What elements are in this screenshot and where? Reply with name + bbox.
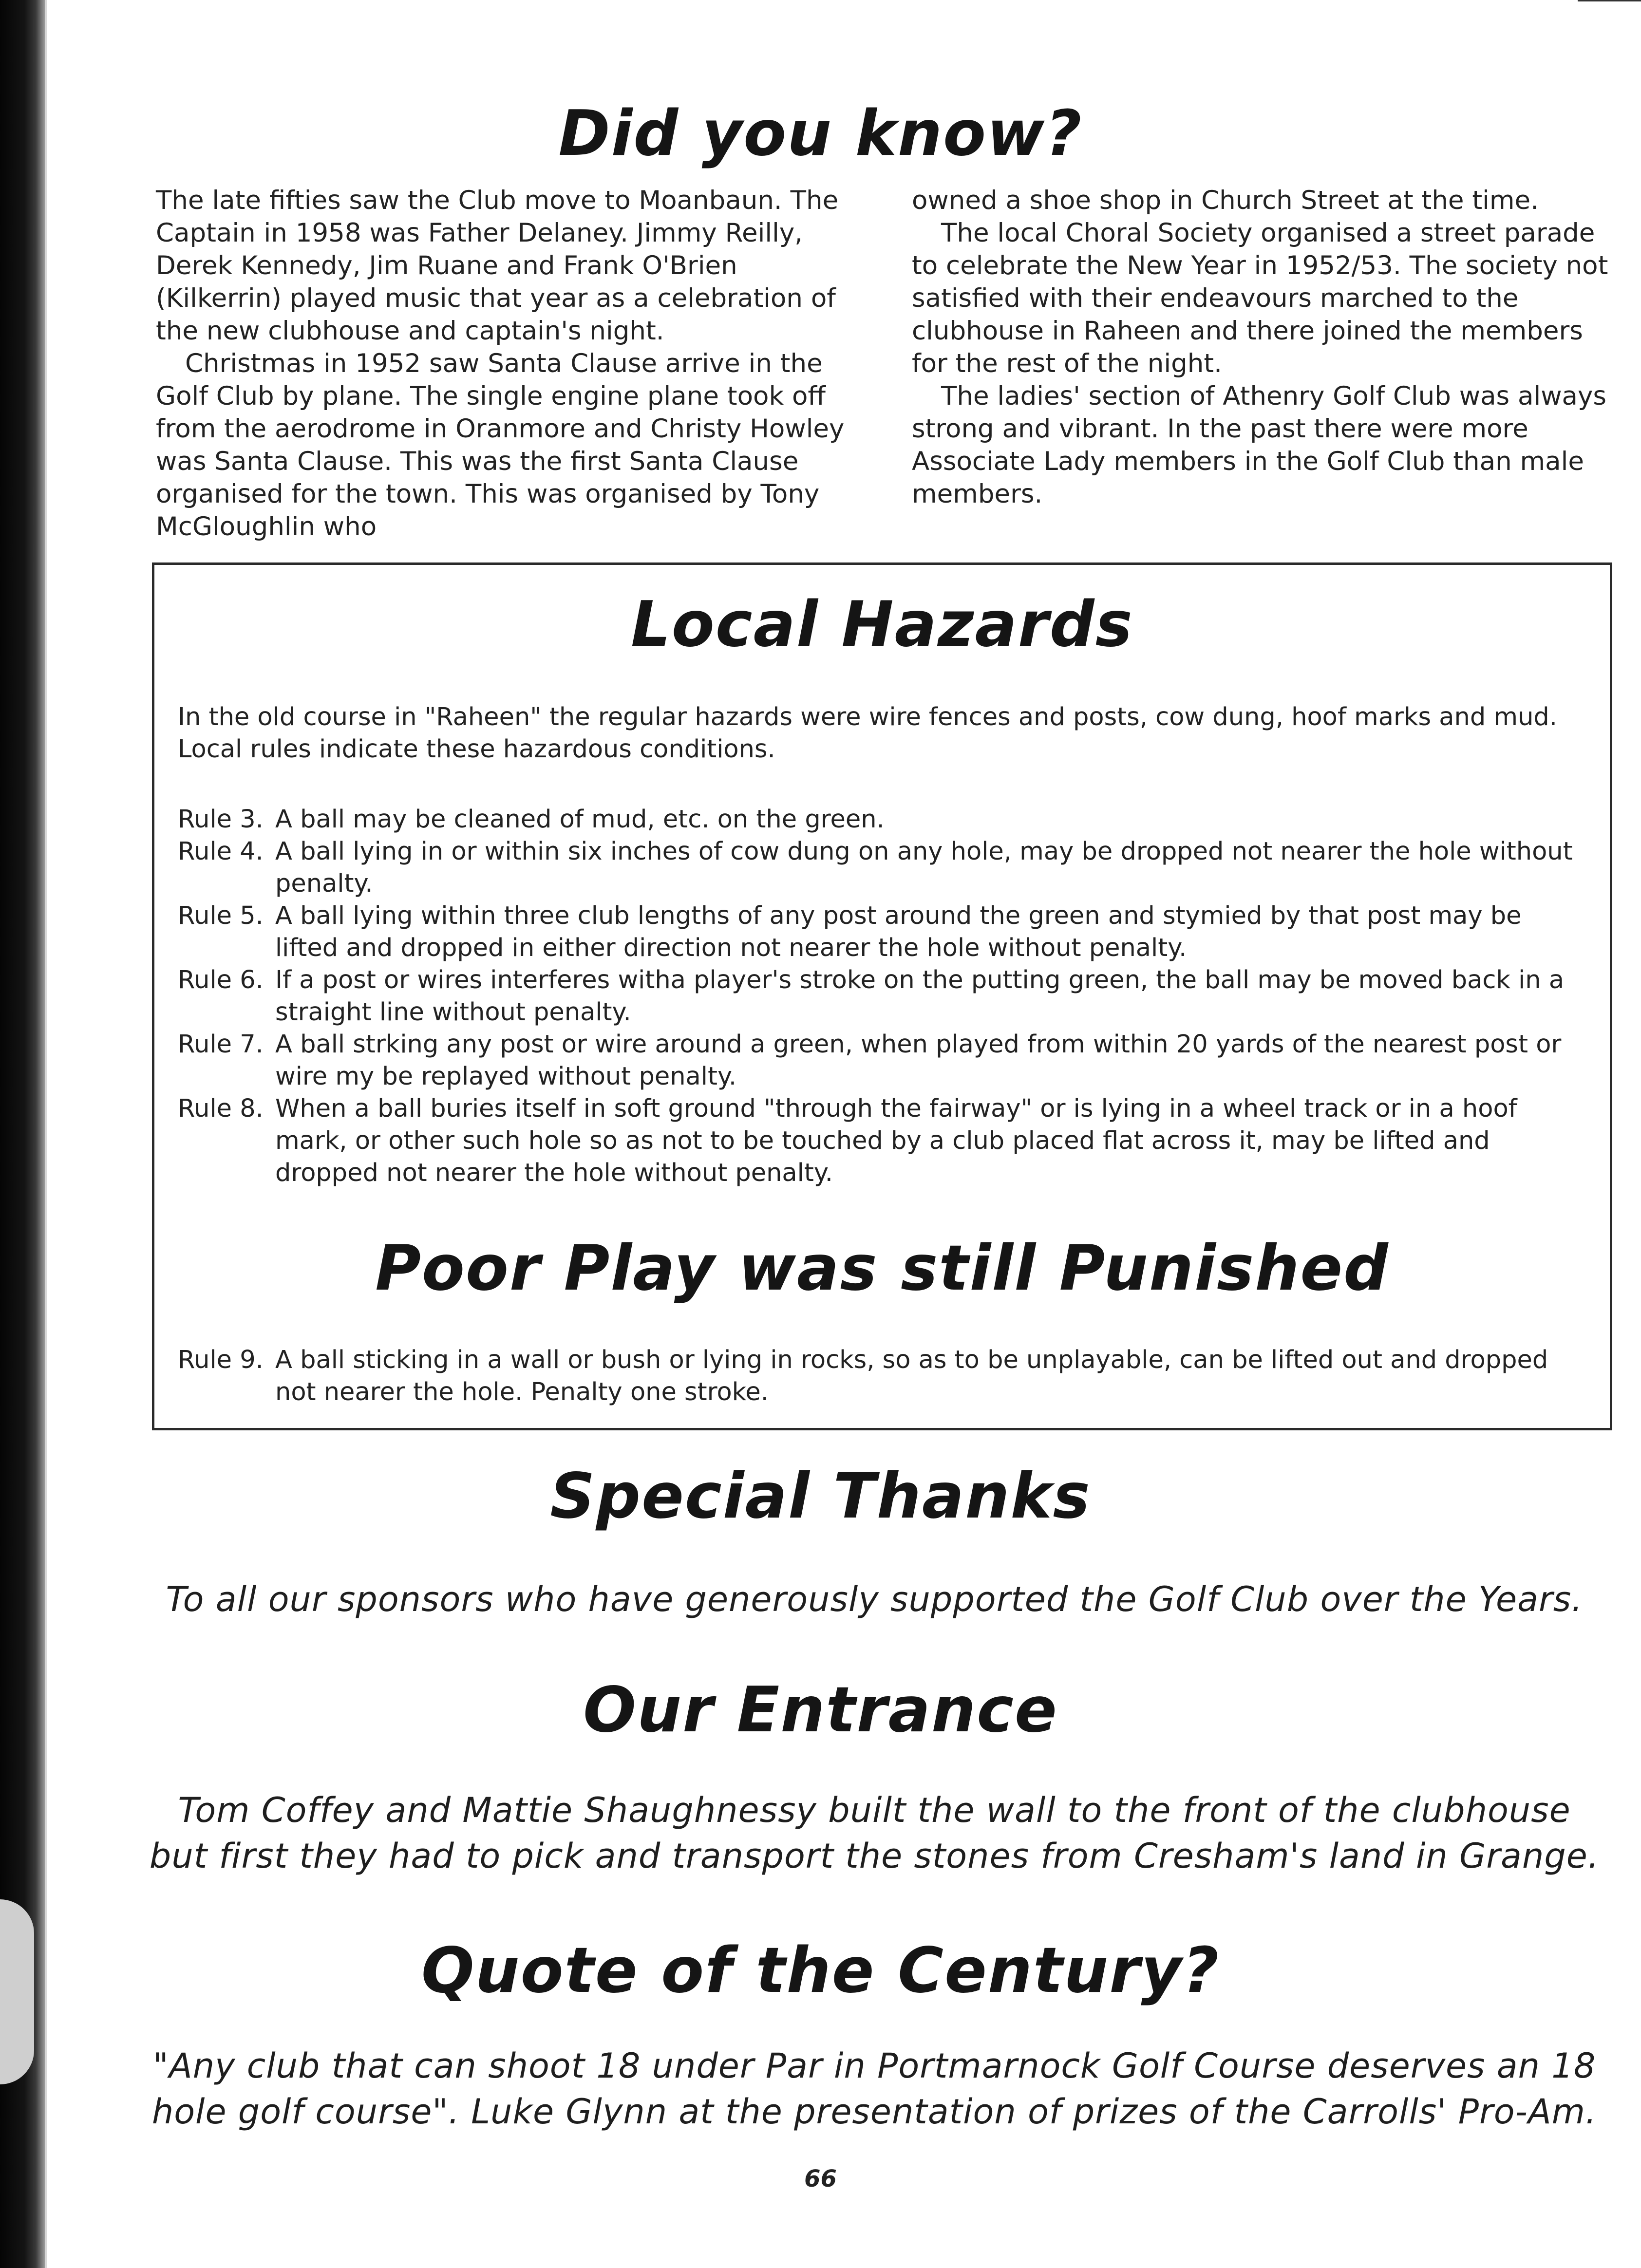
top-rule: [1578, 0, 1641, 1]
poor-play-heading: Poor Play was still Punished: [375, 1232, 1389, 1305]
rule-text: A ball may be cleaned of mud, etc. on the green.: [275, 805, 885, 834]
special-thanks-text: To all our sponsors who have generously supported the Golf Club over the Years.: [166, 1579, 1583, 1619]
local-hazards-intro: In the old course in "Raheen" the regular hazards were wire fences and posts, cow dung, hoof marks and mud. Local rules indicate these hazardous conditions.: [178, 703, 1558, 764]
local-hazards-heading: Local Hazards: [631, 588, 1133, 661]
special-thanks-heading: Special Thanks: [550, 1460, 1091, 1533]
our-entrance-text: Tom Coffey and Mattie Shaughnessy built the wall to the front of the clubhouse but first they had to pick and transport the stones from Cresham's land in Grange.: [149, 1790, 1600, 1876]
rule-label: Rule 8.: [178, 1094, 264, 1123]
rule-text: If a post or wires interferes witha player's stroke on the putting green, the ball may be moved back in a straight line without penalty.: [275, 966, 1565, 1027]
rule-item: [178, 804, 1581, 836]
rule-text: A ball lying within three club lengths of any post around the green and stymied by that post may be lifted and dropped in either direction not nearer the hole without penalty.: [275, 901, 1522, 962]
paragraph: Christmas in 1952 saw Santa Clause arrive in the Golf Club by plane. The single engine plane took off from the aerodrome in Oranmore and Christy Howley was Santa Clause. This was the first Santa Clause organised for the town. This was organised by Tony McGloughlin who: [156, 349, 845, 542]
local-rules-list: [178, 804, 1581, 1189]
paragraph: The late fifties saw the Club move to Moanbaun. The Captain in 1958 was Father Delaney. Jimmy Reilly, Derek Kennedy, Jim Ruane and Frank O'Brien (Kilkerrin) played music that year as a celebration of the new clubhouse and captain's night.: [156, 186, 839, 346]
rule-label: Rule 4.: [178, 837, 264, 866]
did-you-know-right-column: [912, 184, 1608, 510]
rule-text: When a ball buries itself in soft ground "through the fairway" or is lying in a wheel track or in a hoof mark, or other such hole so as not to be touched by a club placed flat across it, may be lifted and dropped not nearer the hole without penalty.: [275, 1094, 1517, 1187]
did-you-know-heading: Did you know?: [558, 97, 1083, 170]
paragraph: The ladies' section of Athenry Golf Club was always strong and vibrant. In the past there were more Associate Lady members in the Golf Club than male members.: [912, 381, 1607, 509]
paragraph: owned a shoe shop in Church Street at the time.: [912, 186, 1539, 215]
our-entrance-heading: Our Entrance: [583, 1674, 1058, 1746]
rule-item: [178, 1029, 1581, 1093]
poor-play-rules: [178, 1344, 1581, 1408]
rule-text: A ball lying in or within six inches of cow dung on any hole, may be dropped not nearer the hole without penalty.: [275, 837, 1573, 898]
rule-item: [178, 900, 1581, 964]
rule-item: [178, 1344, 1581, 1408]
paragraph: The local Choral Society organised a street parade to celebrate the New Year in 1952/53. The society not satisfied with their endeavours marched to the clubhouse in Raheen and there joined the members for the rest of the night.: [912, 218, 1608, 378]
rule-item: [178, 1093, 1581, 1189]
did-you-know-left-column: [156, 184, 862, 543]
rule-label: Rule 7.: [178, 1030, 264, 1059]
rule-text: A ball strking any post or wire around a green, when played from within 20 yards of the nearest post or wire my be replayed without penalty.: [275, 1030, 1562, 1091]
quote-text: "Any club that can shoot 18 under Par in Portmarnock Golf Course deserves an 18 hole golf course". Luke Glynn at the presentation of prizes of the Carrolls' Pro-Am.: [151, 2046, 1597, 2132]
rule-label: Rule 3.: [178, 805, 264, 834]
rule-item: [178, 964, 1581, 1029]
page-number: 66: [804, 2165, 837, 2193]
rule-label: Rule 6.: [178, 966, 264, 994]
quote-heading: Quote of the Century?: [421, 1934, 1220, 2007]
rule-item: [178, 836, 1581, 900]
rule-label: Rule 9.: [178, 1346, 264, 1374]
local-hazards-box: [152, 562, 1612, 1430]
rule-text: A ball sticking in a wall or bush or lying in rocks, so as to be unplayable, can be lifted out and dropped not nearer the hole. Penalty one stroke.: [275, 1346, 1548, 1406]
page-edge: [45, 0, 47, 2268]
rule-label: Rule 5.: [178, 901, 264, 930]
